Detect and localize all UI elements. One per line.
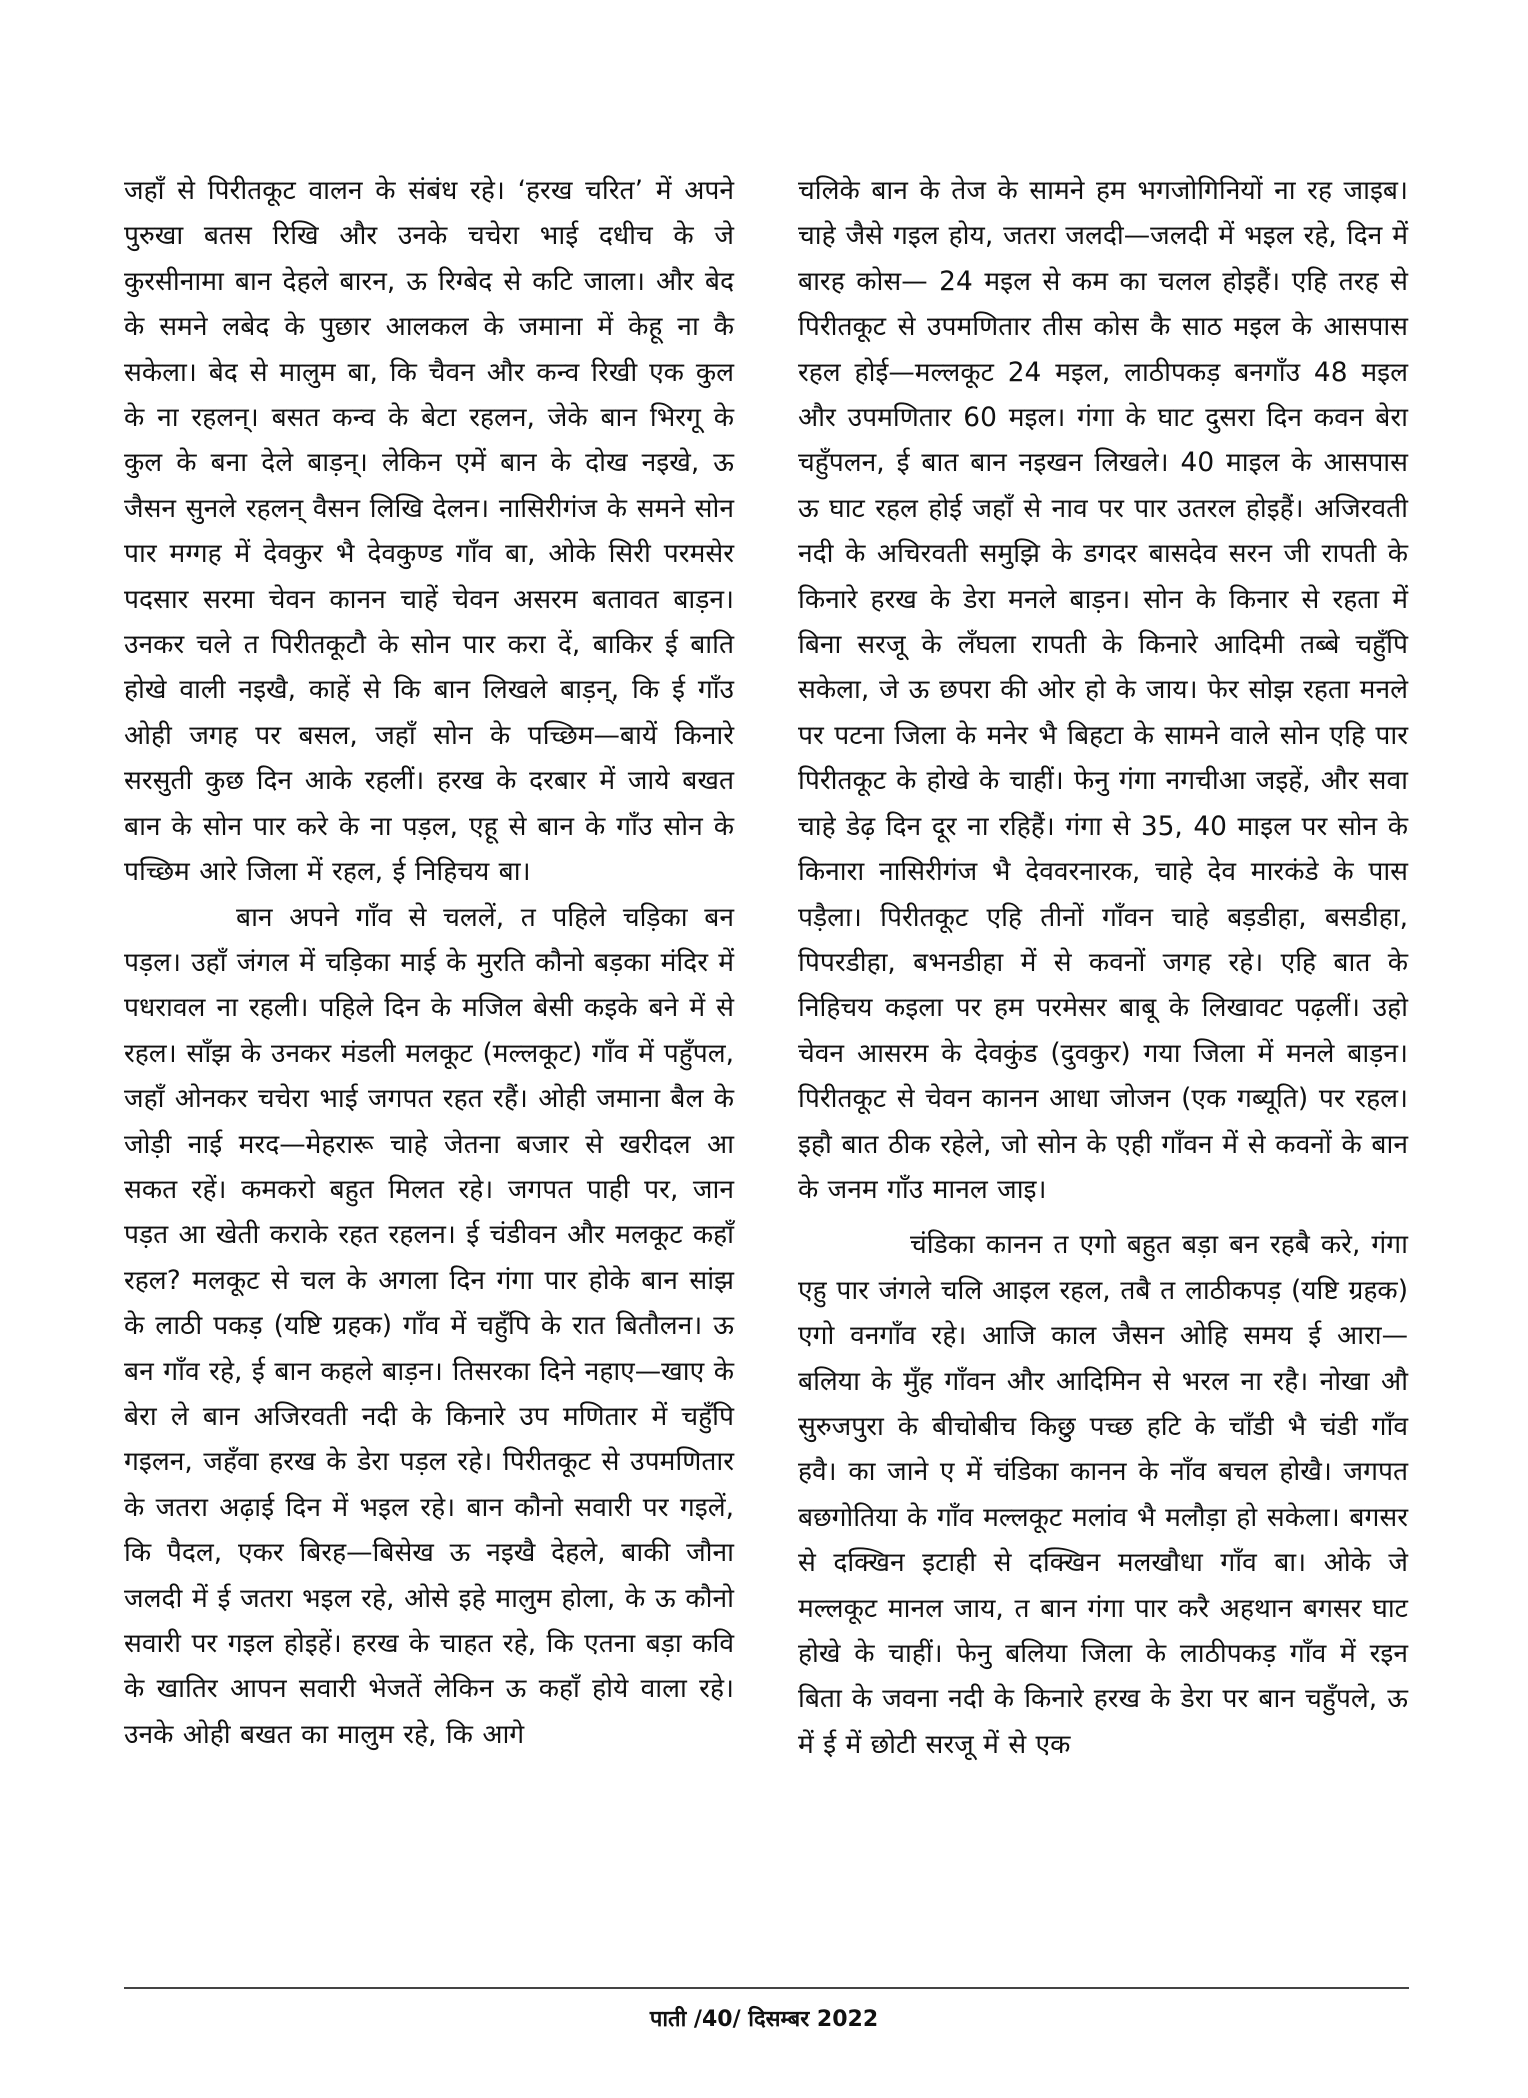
paragraph: चंडिका कानन त एगो बहुत बड़ा बन रहबै करे, गंगा एहु पार जंगले चलि आइल रहल, तबै त लाठीकपड़ (यष्टि ग्रहक) एगो वनगाँव रहे। आजि काल जैसन ओहि समय ई आरा—बलिया के मुँह गाँवन और आदिमिन से भरल ना रहै। नोखा औ सुरुजपुरा के बीचोबीच किछु पच्छ हटि के चाँडी भै चंडी गाँव हवै। का जाने ए में चंडिका कानन के नाँव बचल होखै। जगपत बछगोतिया के गाँव मल्लकूट मलांव भै मलौड़ा हो सकेला। बगसर से दक्खिन इटाही से दक्खिन मलखौधा गाँव बा। ओके जे मल्लकूट मानल जाय, त बान गंगा पार करै अहथान बगसर घाट होखे के चाहीं। फेनु बलिया जिला के लाठीपकड़ गाँव में रइन बिता के जवना नदी के किनारे हरख के डेरा पर बान चहुँपले, ऊ में ई में छोटी सरजू में से एक (798, 1229, 1408, 1760)
paragraph: चलिके बान के तेज के सामने हम भगजोगिनियों ना रह जाइब। चाहे जैसे गइल होय, जतरा जलदी—जलदी में भइल रहे, दिन में बारह कोस— 24 मइल से कम का चलल होइहैं। एहि तरह से पिरीतकूट से उपमणितार तीस कोस कै साठ मइल के आसपास रहल होई—मल्लकूट 24 मइल, लाठीपकड़ बनगाँउ 48 मइल और उपमणितार 60 मइल। गंगा के घाट दुसरा दिन कवन बेरा चहुँपलन, ई बात बान नइखन लिखले। 40 माइल के आसपास ऊ घाट रहल होई जहाँ से नाव पर पार उतरल होइहैं। अजिरवती नदी के अचिरवती समुझि के डगदर बासदेव सरन जी रापती के किनारे हरख के डेरा मनले बाड़न। सोन के किनार से रहता में बिना सरजू के लँघला रापती के किनारे आदिमी तब्बे चहुँपि सकेला, जे ऊ छपरा की ओर हो के जाय। फेर सोझ रहता मनले पर पटना जिला के मनेर भै बिहटा के सामने वाले सोन एहि पार पिरीतकूट के होखे के चाहीं। फेनु गंगा नगचीआ जइहें, और सवा चाहे डेढ़ दिन दूर ना रहिहैं। गंगा से 35, 40 माइल पर सोन के किनारा नासिरीगंज भै देववरनारक, चाहे देव मारकंडे के पास पड़ैला। पिरीतकूट एहि तीनों गाँवन चाहे बड़डीहा, बसडीहा, पिपरडीहा, बभनडीहा में से कवनों जगह रहे। एहि बात के निहिचय कइला पर हम परमेसर बाबू के लिखावट पढ़लीं। उहो चेवन आसरम के देवकुंड (दुवकुर) गया जिला में मनले बाड़न। पिरीतकूट से चेवन कानन आधा जोजन (एक गब्यूति) पर रहल। इहौ बात ठीक रहेले, जो सोन के एही गाँवन में से कवनों के बान के जनम गाँउ मानल जाइ। (798, 175, 1408, 1205)
left-column (124, 168, 734, 1757)
footer-divider (124, 1987, 1409, 1989)
paragraph: जहाँ से पिरीतकूट वालन के संबंध रहे। ‘हरख चरित’ में अपने पुरुखा बतस रिखि और उनके चचेरा भाई दधीच के जे कुरसीनामा बान देहले बारन, ऊ रिग्बेद से कटि जाला। और बेद के समने लबेद के पुछार आलकल के जमाना में केहू ना कै सकेला। बेद से मालुम बा, कि चैवन और कन्व रिखी एक कुल के ना रहलन्। बसत कन्व के बेटा रहलन, जेके बान भिरगू के कुल के बना देले बाड़न्। लेकिन एमें बान के दोख नइखे, ऊ जैसन सुनले रहलन् वैसन लिखि देलन। नासिरीगंज के समने सोन पार मग्गह में देवकुर भै देवकुण्ड गाँव बा, ओके सिरी परमसेर पदसार सरमा चेवन कानन चाहें चेवन असरम बतावत बाड़न। उनकर चले त पिरीतकूटौ के सोन पार करा दें, बाकिर ई बाति होखे वाली नइखै, काहें से कि बान लिखले बाड़न्, कि ई गाँउ ओही जगह पर बसल, जहाँ सोन के पच्छिम—बायें किनारे सरसुती कुछ दिन आके रहलीं। हरख के दरबार में जाये बखत बान के सोन पार करे के ना पड़ल, एहू से बान के गाँउ सोन के पच्छिम आरे जिला में रहल, ई निहिचय बा। (124, 175, 734, 888)
paragraph: बान अपने गाँव से चललें, त पहिले चड़िका बन पड़ल। उहाँ जंगल में चड़िका माई के मुरति कौनो बड़का मंदिर में पधरावल ना रहली। पहिले दिन के मजिल बेसी कइके बने में से रहल। साँझ के उनकर मंडली मलकूट (मल्लकूट) गाँव में पहुँपल, जहाँ ओनकर चचेरा भाई जगपत रहत रहैं। ओही जमाना बैल के जोड़ी नाई मरद—मेहरारू चाहे जेतना बजार से खरीदल आ सकत रहें। कमकरो बहुत मिलत रहे। जगपत पाही पर, जान पड़त आ खेती कराके रहत रहलन। ई चंडीवन और मलकूट कहाँ रहल? मलकूट से चल के अगला दिन गंगा पार होके बान सांझ के लाठी पकड़ (यष्टि ग्रहक) गाँव में चहुँपि के रात बितौलन। ऊ बन गाँव रहे, ई बान कहले बाड़न। तिसरका दिने नहाए—खाए के बेरा ले बान अजिरवती नदी के किनारे उप मणितार में चहुँपि गइलन, जहँवा हरख के डेरा पड़ल रहे। पिरीतकूट से उपमणितार के जतरा अढ़ाई दिन में भइल रहे। बान कौनो सवारी पर गइलें, कि पैदल, एकर बिरह—बिसेख ऊ नइखै देहले, बाकी जौना जलदी में ई जतरा भइल रहे, ओसे इहे मालुम होला, के ऊ कौनो सवारी पर गइल होइहें। हरख के चाहत रहे, कि एतना बड़ा कवि के खातिर आपन सवारी भेजतें लेकिन ऊ कहाँ होये वाला रहे। उनके ओही बखत का मालुम रहे, कि आगे (124, 901, 734, 1750)
page-footer: पाती /40/ दिसम्बर 2022 (649, 2007, 879, 2032)
right-column (798, 168, 1408, 1767)
